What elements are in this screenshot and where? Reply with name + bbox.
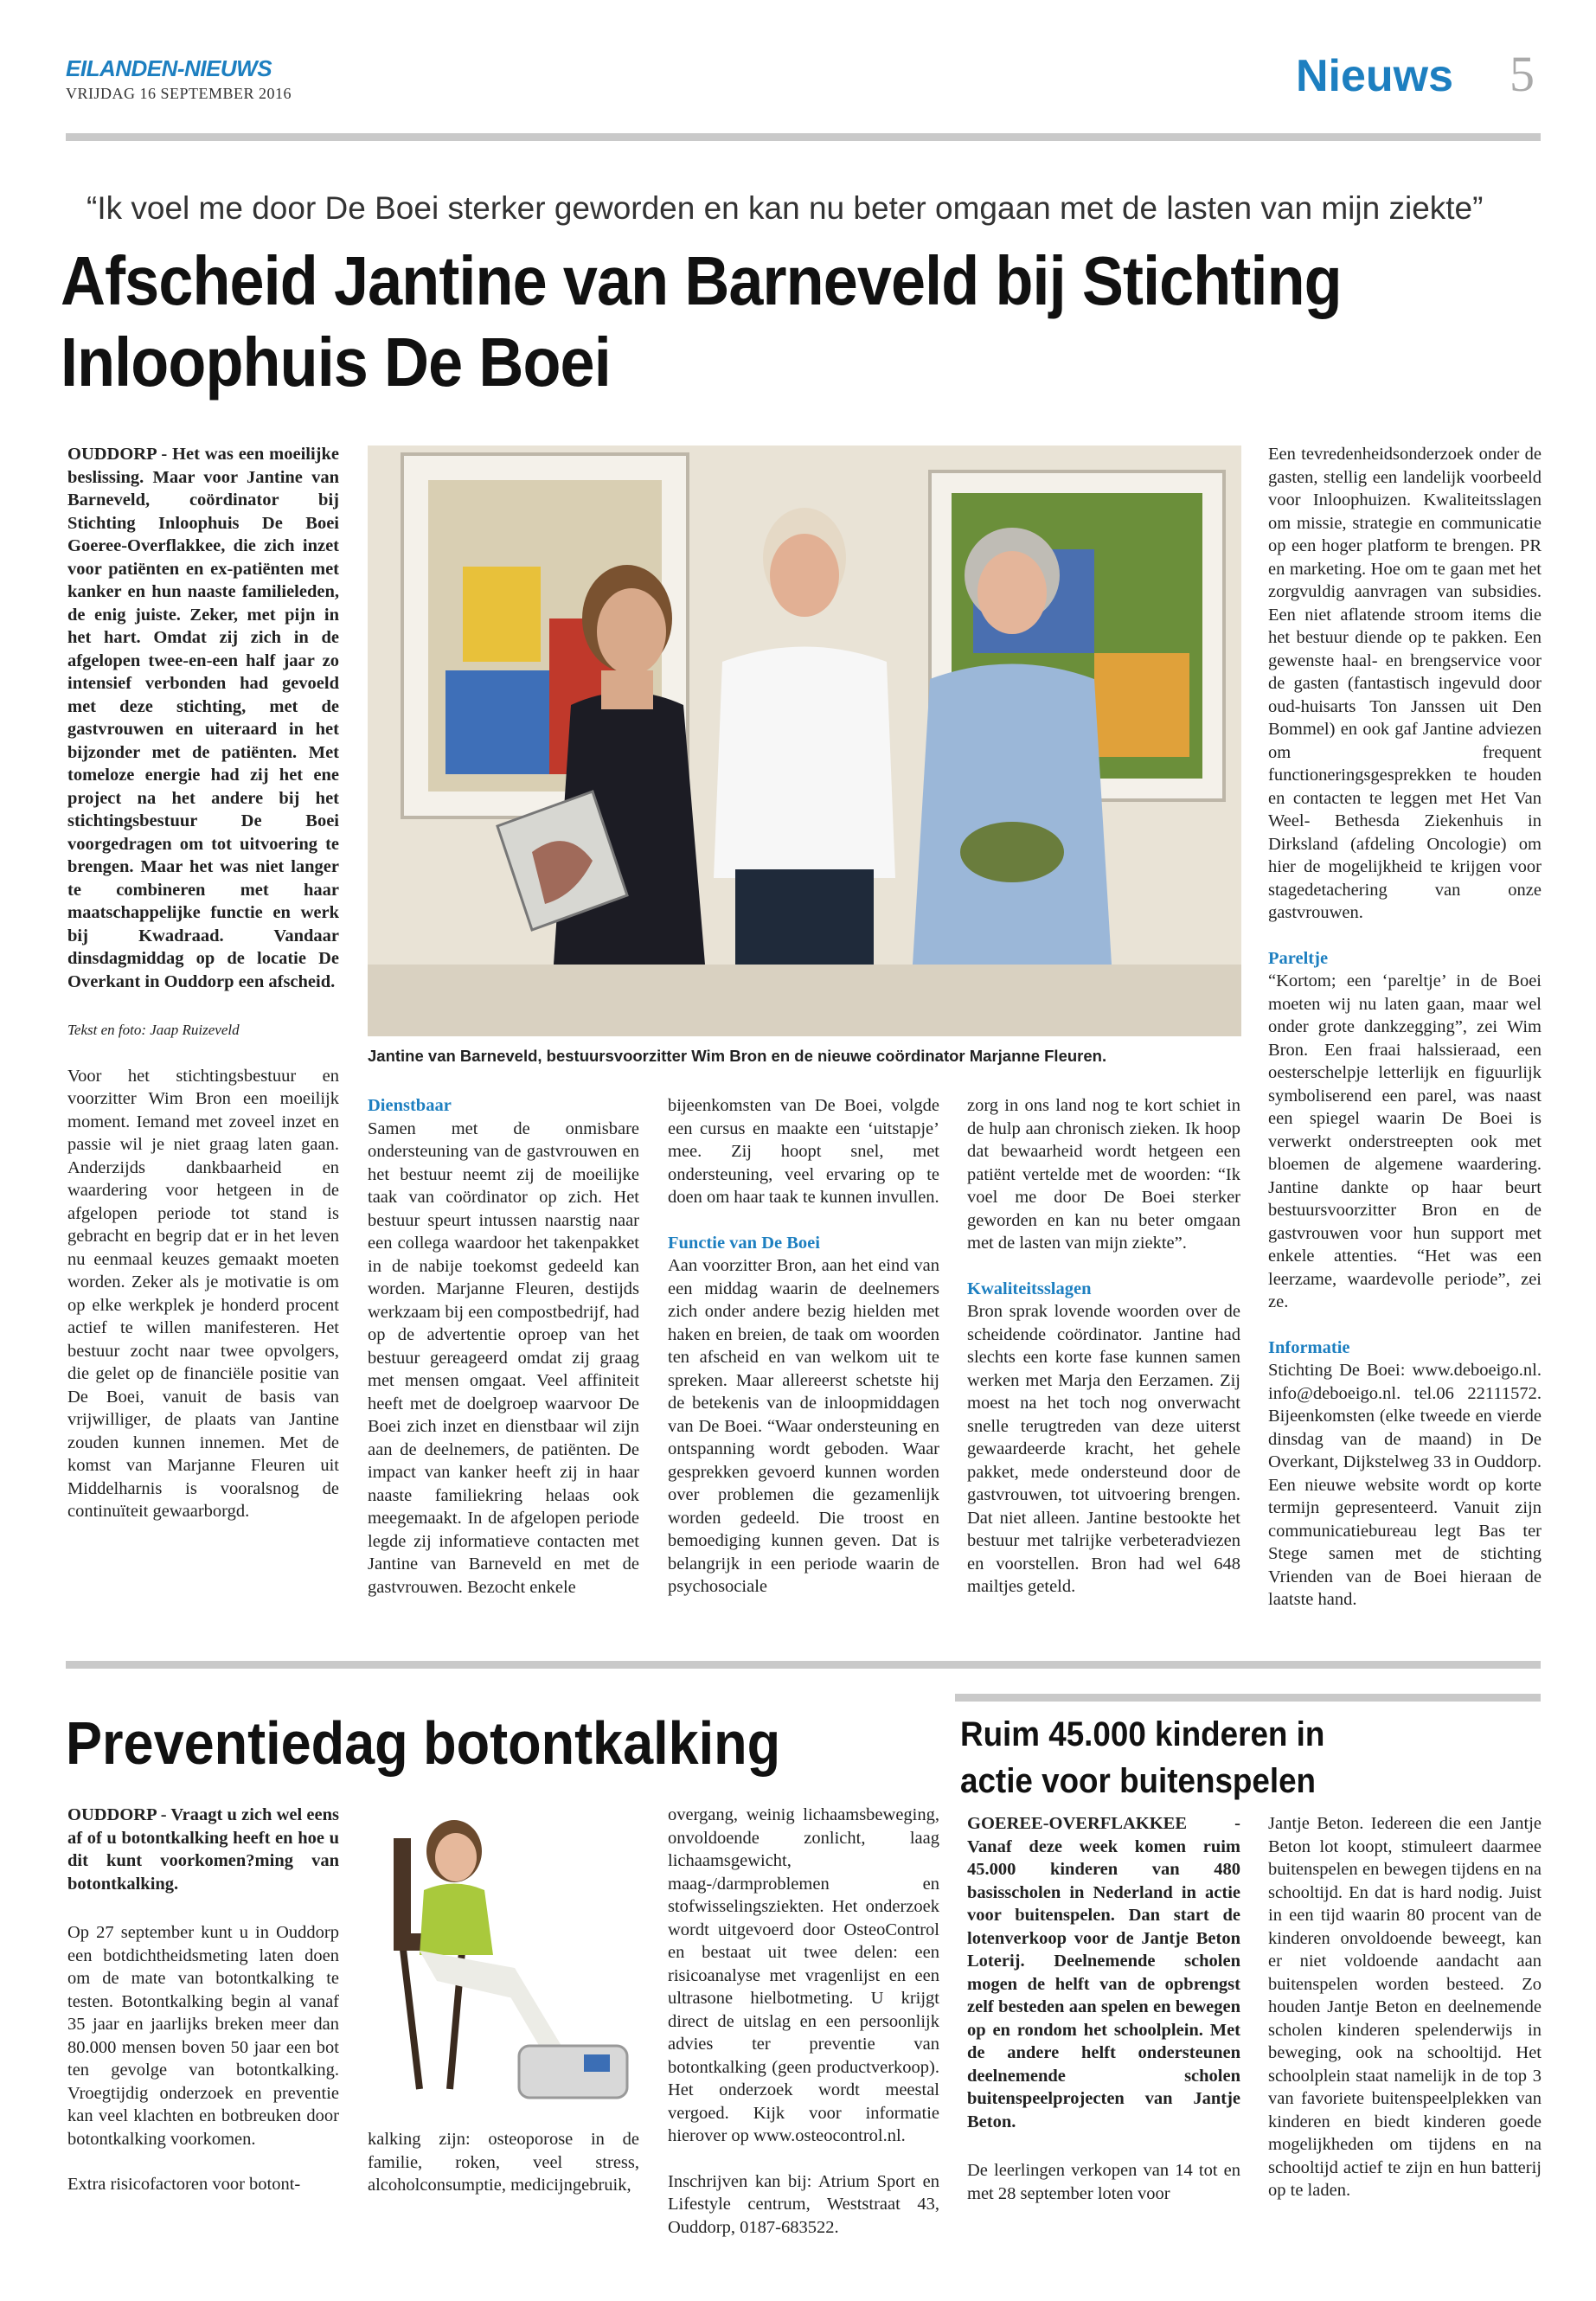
body-text: Samen met de onmisbare ondersteuning van de gastvrouwen en het bestuur neemt zij de moeilijke taak van coördinator op zich. Het bestuur speurt intussen naarstig naar een collega waardoor het takenpakket in de nabije toekomst gedeeld kan worden. Marjanne Fleuren, destijds werkzaam bij een compostbedrijf, had op de advertentie oproep van het bestuur gereageerd omdat zij graag met mensen omgaat. Veel affiniteit heeft met de doelgroep waarvoor De Boei zich inzet en dienstbaar wil zijn aan de deelnemers, de patiënten. De impact van kanker heeft zij in haar naaste familiekring helaas ook meegemaakt. In de afgelopen periode legde zij informatieve contacten met Jantine van Barneveld en met de gastvrouwen. Bezocht enkele	[368, 1118, 639, 1597]
body-text: Jantje Beton. Iedereen die een Jantje Beton lot koopt, stimuleert daarmee buitenspelen en bewegen tijdens en na schooltijd. En dat is hard nodig. Juist in een tijd waarin 80 procent van de kinderen onvoldoende beweegt, kan er niet voldoende aandacht aan buitenspelen worden besteed. Zo houden Jantje Beton en deelnemende scholen kinderen spelenderwijs in beweging, ook na schooltijd. Het schoolplein staat namelijk in de top 3 van favoriete buitenspeelplekken van kinderen en biedt kinderen goede mogelijkheden om tijdens en na schooltijd actief te zijn en hun batterij op te laden.	[1268, 1814, 1542, 2200]
body-text: Een tevredenheidsonderzoek onder de gasten, stellig een landelijk voorbeeld voor Inloophuizen. Kwaliteitsslagen om missie, strategie en communicatie op een hoger platform te brengen. PR en marketing. Hoe om te gaan met het zorgvuldig aanvragen van subsidies. Een niet aflatende stroom items die het bestuur diende op te pakken. Een gewenste haal- en brengservice voor de gasten (fantastisch ingevuld door oud-huisarts Ton Janssen uit Den Bommel) en ook gaf Jantine adviezen om frequent functioneringsgesprekken te houden en contacten te leggen met Het Van Weel- Bethesda Ziekenhuis in Dirksland (afdeling Oncologie) om hier de mogelijkheid te krijgen voor stagedetachering van onze gastvrouwen.	[1268, 445, 1542, 922]
body-text: Inschrijven kan bij: Atrium Sport en Lifestyle centrum, Weststraat 43, Ouddorp, 0187-683522.	[668, 2171, 939, 2237]
article2-column-1	[67, 1804, 339, 2219]
issue-date: VRIJDAG 16 SEPTEMBER 2016	[66, 85, 292, 102]
article3-column-1	[967, 1812, 1240, 2227]
article2-column-2	[368, 2128, 639, 2220]
article-lead: OUDDORP - Het was een moeilijke beslissing. Maar voor Jantine van Barneveld, coördinator bij Stichting Inloophuis De Boei Goeree-Overflakkee, die zich inzet voor patiënten en ex-patiënten met kanker en hun naaste familieleden, de enig juiste. Zeker, met pijn in het hart. Omdat zij zich in de afgelopen twee-en-een half jaar zo intensief verbonden had gevoeld met deze stichting, met de gastvrouwen en uiteraard in het bijzonder met de patiënten. Met tomeloze energie had zij het ene project na het andere bij het stichtingsbestuur De Boei voorgedragen om tot uitvoering te brengen. Maar het was niet langer te combineren met haar maatschappelijke functie en werk bij Kwadraad. Vandaar dinsdagmiddag op de locatie De Overkant in Ouddorp een afscheid.	[67, 445, 339, 991]
body-text: kalking zijn: osteoporose in de familie, roken, veel stress, alcoholconsumptie, medicijngebruik,	[368, 2130, 639, 2195]
body-text: Voor het stichtingsbestuur en voorzitter Wim Bron een moeilijk moment. Iemand met zoveel inzet en passie wil je niet graag laten gaan. Anderzijds dankbaarheid en waardering voor hetgeen in de afgelopen periode tot stand is gebracht en begrip dat er in het leven nu eenmaal keuzes gemaakt moeten worden. Zeker als je motivatie is om op elke werkplek je honderd procent actief te willen manifesteren. Het bestuur zocht naar twee opvolgers, die gelet op de financiële positie van De Boei, vanuit de basis van vrijwilliger, de plaats van Jantine zouden kunnen innemen. Met de komst van Marjanne Fleuren uit Middelharnis is vooralsnog de continuïteit gewaarborgd.	[67, 1066, 339, 1521]
article-pull-quote: “Ik voel me door De Boei sterker geworden en kan nu beter omgaan met de lasten van mijn ziekte”	[87, 190, 1484, 226]
section-divider	[66, 1661, 1541, 1669]
newspaper-logo: EILANDEN-NIEUWS	[66, 55, 272, 81]
subheading-kwaliteit: Kwaliteitsslagen	[967, 1279, 1092, 1298]
body-text: Extra risicofactoren voor botont-	[67, 2175, 301, 2194]
article2-headline: Preventiedag botontkalking	[66, 1709, 781, 1777]
article2-column-3	[668, 1804, 939, 2261]
page-number: 5	[1509, 46, 1535, 102]
article-column-5	[1268, 443, 1542, 1634]
photo-caption: Jantine van Barneveld, bestuursvoorzitter Wim Bron en de nieuwe coördinator Marjanne Fleuren.	[368, 1047, 1107, 1065]
body-text: “Kortom; een ‘pareltje’ in de Boei moeten wij nu laten gaan, maar wel onder grote dankzegging”, zei Wim Bron. Een fraai halssieraad, een oesterschelpje letterlijk en figuurlijk symboliserend een parel, was naast een spiegel waarin De Boei is verwerkt onderstreepten ook met bloemen de algemene waardering. Jantine dankte op haar beurt bestuursvoorzitter Bron en de gastvrouwen voor hun support met enkele attenties. “Het was een leerzame, waardevolle periode”, zei ze.	[1268, 971, 1542, 1311]
body-text: Bron sprak lovende woorden over de scheidende coördinator. Jantine had slechts een korte fase kunnen samen werken met Marja den Eerzamen. Zij moest na het toch nog onverwacht snelle terugtreden van deze uiterst gewaardeerde kracht, het gehele pakket, mede ondersteund door de gastvrouwen, tot uitvoering brengen. Dat niet alleen. Jantine bestookte het bestuur met talrijke verbeteradviezen en voorstellen. Bron had wel 648 mailtjes geteld.	[967, 1302, 1240, 1596]
subheading-pareltje: Pareltje	[1268, 948, 1329, 968]
top-divider	[66, 133, 1541, 141]
body-text: Op 27 september kunt u in Ouddorp een botdichtheidsmeting laten doen om de mate van botontkalking te testen. Botontkalking begin al vanaf 35 jaar en jaarlijks breken meer dan 80.000 mensen boven 50 jaar een bot ten gevolge van botontkalking. Vroegtijdig onderzoek en preventie kan veel klachten en botbreuken door botontkalking voorkomen.	[67, 1923, 339, 2149]
article3-top-divider	[955, 1694, 1541, 1702]
article2-photo	[368, 1804, 644, 2115]
article-headline: Afscheid Jantine van Barneveld bij Stichting Inloophuis De Boei	[61, 242, 1342, 401]
article3-headline: Ruim 45.000 kinderen in actie voor buitenspelen	[960, 1715, 1325, 1800]
article-photo	[368, 445, 1241, 1036]
subheading-informatie: Informatie	[1268, 1337, 1350, 1357]
body-text: De leerlingen verkopen van 14 tot en met 28 september loten voor	[967, 2161, 1240, 2203]
body-text: bijeenkomsten van De Boei, volgde een cursus en maakte een ‘uitstapje’ mee. Zij hoopt snel, met ondersteuning, veel ervaring op te doen om haar taak te kunnen invullen.	[668, 1096, 939, 1207]
body-text: Stichting De Boei: www.deboeigo.nl. info@deboeigo.nl. tel.06 22111572. Bijeenkomsten (elke tweede en vierde dinsdag van de maand) in De Overkant, Dijkstelweg 33 in Ouddorp. Een nieuwe website wordt op korte termijn gepresenteerd. Vanuit zijn communicatiebureau legt Bas ter Stege samen met de stichting Vrienden van de Boei hieraan de laatste hand.	[1268, 1361, 1542, 1609]
section-title: Nieuws	[1296, 51, 1454, 101]
bone-scan-image	[368, 1804, 644, 2115]
article-column-2	[368, 1094, 639, 1621]
article3-column-2	[1268, 1812, 1542, 2225]
article-column-3	[668, 1094, 939, 1621]
body-text: overgang, weinig lichaamsbeweging, onvoldoende zonlicht, laag lichaamsgewicht, maag-/darmproblemen en stofwisselingsziekten. Het onderzoek wordt uitgevoerd door OsteoControl en bestaat uit twee delen: een risicoanalyse met vragenlijst en een ultrasone hielbotmeting. U krijgt direct de uitslag en een persoonlijk advies ter preventie van botontkalking (geen productverkoop). Het onderzoek wordt meestal vergoed. Kijk voor informatie hierover op www.osteocontrol.nl.	[668, 1805, 939, 2145]
article2-lead: OUDDORP - Vraagt u zich wel eens af of u botontkalking heeft en hoe u dit kunt voorkomen?ming van botontkalking.	[67, 1805, 339, 1894]
group-photo-image	[368, 445, 1241, 1036]
body-text: zorg in ons land nog te kort schiet in de hulp aan chronisch zieken. Ik hoop dat bewaarheid wordt hetgeen een patiënt vertelde met de woorden: “Ik voel me door De Boei sterker geworden en kan nu beter omgaan met de lasten van mijn ziekte”.	[967, 1096, 1240, 1253]
photo-credit: Tekst en foto: Jaap Ruizeveld	[67, 1022, 240, 1038]
article3-lead: GOEREE-OVERFLAKKEE - Vanaf deze week komen ruim 45.000 kinderen van 480 basisscholen in Nederland in actie voor buitenspelen. Dan start de lotenverkoop voor de Jantje Beton Loterij. Deelnemende scholen mogen de helft van de opbrengst zelf besteden aan spelen en bewegen op en rondom het schoolplein. Met de andere helft ondersteunen deelnemende scholen buitenspeelprojecten van Jantje Beton.	[967, 1814, 1240, 2131]
subheading-dienstbaar: Dienstbaar	[368, 1096, 452, 1115]
body-text: Aan voorzitter Bron, aan het eind van een middag waarin de deelnemers zich onder andere bezig hielden met haken en breien, de taak om woorden ten afscheid en van welkom uit te spreken. Maar allereerst schetste hij de betekenis van de inloopmiddagen van De Boei. “Waar ondersteuning en ontspanning wordt geboden. Waar gesprekken gevoerd kunnen worden over problemen die gezamenlijk worden gedeeld. Die troost en bemoediging kunnen geven. Dat is belangrijk in een periode waarin de psychosociale	[668, 1256, 939, 1596]
subheading-functie: Functie van De Boei	[668, 1233, 820, 1253]
article-column-4	[967, 1094, 1240, 1621]
article-column-1	[67, 443, 339, 1546]
